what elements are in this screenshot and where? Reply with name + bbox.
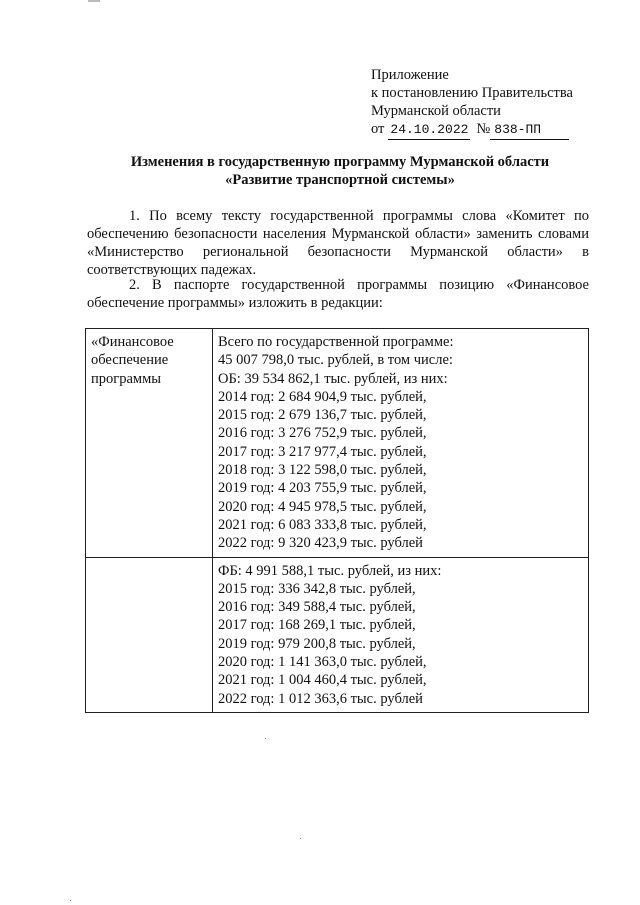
value-line: ФБ: 4 991 588,1 тыс. рублей, из них:: [218, 562, 442, 579]
registration-date: 24.10.2022: [388, 121, 470, 140]
registration-number: 838-ПП: [490, 121, 569, 140]
label-line: «Финансовое: [91, 334, 174, 350]
appendix-label: Приложение: [371, 67, 449, 83]
value-line: 2014 год: 2 684 904,9 тыс. рублей,: [218, 388, 427, 405]
value-line: 2020 год: 1 141 363,0 тыс. рублей,: [218, 654, 427, 671]
title-line-1: Изменения в государственную программу Мурманской области: [130, 154, 550, 170]
value-line: 2016 год: 3 276 752,9 тыс. рублей,: [218, 425, 427, 442]
value-line: 2018 год: 3 122 598,0 тыс. рублей,: [218, 462, 427, 479]
table-row: [86, 329, 589, 558]
scan-speck: [70, 900, 71, 901]
registration-line: [371, 120, 573, 140]
appendix-header: [371, 66, 573, 140]
title-line-2: «Развитие транспортной системы»: [225, 172, 455, 188]
value-line: Всего по государственной программе:: [218, 334, 454, 350]
value-line: 2015 год: 2 679 136,7 тыс. рублей,: [218, 407, 427, 424]
value-line: 2015 год: 336 342,8 тыс. рублей,: [218, 580, 416, 597]
scan-speck: [265, 738, 266, 739]
scan-mark: [88, 0, 100, 2]
financing-table: [85, 328, 589, 713]
regional-budget-cell: [213, 329, 589, 558]
federal-budget-cell: [213, 557, 589, 712]
paragraph-1: 1. По всему тексту государственной программы слова «Комитет по обеспечению безопасности населения Мурманской области» заменить словами «Министерство региональной безопасности Мурманской области» в соответствующих падежах.: [87, 208, 589, 278]
label-line: обеспечение: [91, 352, 169, 369]
value-line: 2019 год: 4 203 755,9 тыс. рублей,: [218, 480, 427, 497]
appendix-resolution: к постановлению Правительства: [371, 85, 573, 101]
label-line: программы: [91, 370, 161, 387]
date-prefix: от: [371, 121, 385, 137]
value-line: 2022 год: 9 320 423,9 тыс. рублей: [218, 535, 423, 552]
table-row: [86, 557, 589, 712]
value-line: 2017 год: 168 269,1 тыс. рублей,: [218, 617, 416, 634]
value-line: ОБ: 39 534 862,1 тыс. рублей, из них:: [218, 370, 448, 387]
value-line: 2021 год: 1 004 460,4 тыс. рублей,: [218, 672, 427, 689]
scan-speck: [300, 838, 301, 839]
value-line: 2020 год: 4 945 978,5 тыс. рублей,: [218, 498, 427, 515]
value-line: 2019 год: 979 200,8 тыс. рублей,: [218, 635, 416, 652]
value-line: 2021 год: 6 083 333,8 тыс. рублей,: [218, 516, 427, 533]
value-line: 2022 год: 1 012 363,6 тыс. рублей: [218, 690, 423, 707]
paragraph-2: 2. В паспорте государственной программы позицию «Финансовое обеспечение программы» изложить в редакции:: [87, 277, 589, 311]
number-prefix: №: [476, 121, 491, 137]
label-cell-empty: [86, 557, 213, 712]
value-line: 2017 год: 3 217 977,4 тыс. рублей,: [218, 443, 427, 460]
value-line: 2016 год: 349 588,4 тыс. рублей,: [218, 599, 416, 616]
label-cell: [86, 329, 213, 558]
appendix-region: Мурманской области: [371, 103, 501, 119]
document-title: [80, 153, 600, 189]
value-line: 45 007 798,0 тыс. рублей, в том числе:: [218, 352, 453, 369]
